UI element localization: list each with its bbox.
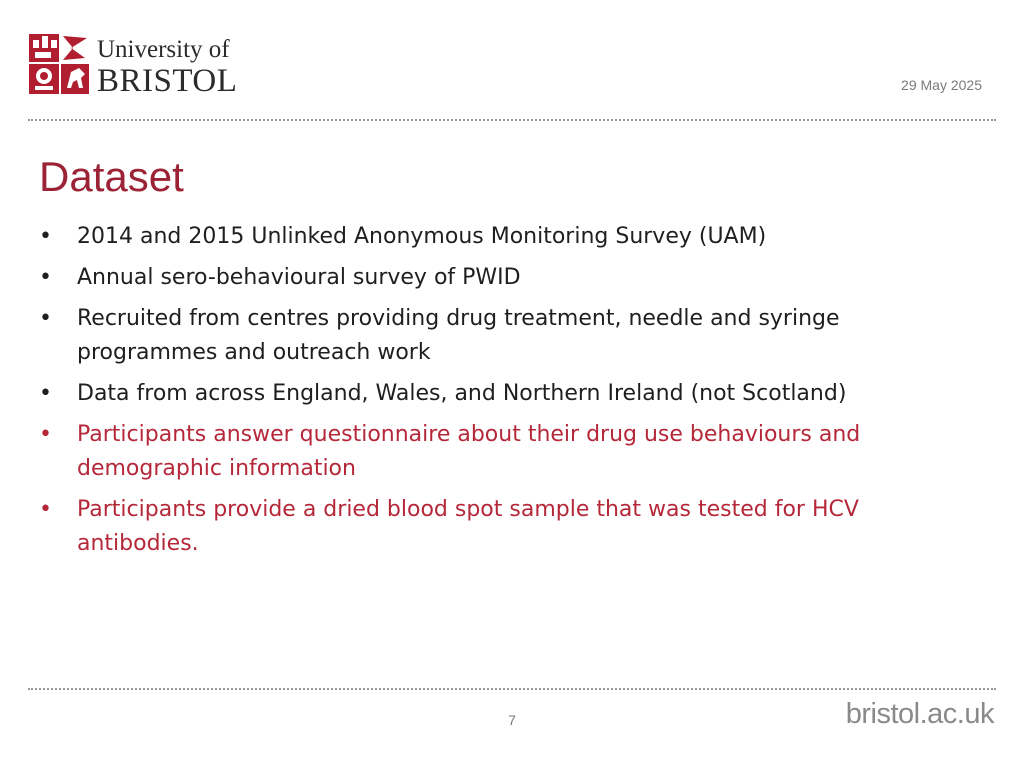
slide-title: Dataset bbox=[39, 153, 184, 200]
bullet-list bbox=[39, 220, 939, 568]
bullet-item bbox=[39, 302, 939, 370]
bullet-marker: • bbox=[39, 306, 52, 331]
bullet-item-highlight bbox=[39, 418, 939, 486]
bullet-marker: • bbox=[39, 381, 52, 406]
header-divider bbox=[28, 119, 996, 121]
page-number: 7 bbox=[508, 712, 516, 728]
bullet-item bbox=[39, 377, 939, 411]
site-url: bristol.ac.uk bbox=[845, 698, 994, 730]
bullet-text: Participants answer questionnaire about their drug use behaviours and demographic information bbox=[77, 422, 861, 481]
bullet-text: Data from across England, Wales, and Northern Ireland (not Scotland) bbox=[77, 381, 847, 406]
bullet-item-highlight bbox=[39, 493, 939, 561]
bullet-text: Participants provide a dried blood spot sample that was tested for HCV antibodies. bbox=[77, 497, 859, 556]
footer-divider bbox=[28, 688, 996, 690]
bullet-marker: • bbox=[39, 224, 52, 249]
bullet-text: Annual sero-behavioural survey of PWID bbox=[77, 265, 521, 290]
bristol-crest-icon bbox=[27, 30, 91, 96]
bullet-item bbox=[39, 220, 939, 254]
logo-wordmark bbox=[97, 36, 237, 98]
slide-date: 29 May 2025 bbox=[901, 77, 982, 93]
bullet-marker: • bbox=[39, 497, 52, 522]
bullet-item bbox=[39, 261, 939, 295]
logo-line-university: University of bbox=[97, 36, 230, 63]
bullet-marker: • bbox=[39, 265, 52, 290]
bullet-text: Recruited from centres providing drug treatment, needle and syringe programmes and outreach work bbox=[77, 306, 840, 365]
bullet-marker: • bbox=[39, 422, 52, 447]
logo-line-bristol: BRISTOL bbox=[97, 63, 238, 99]
university-logo bbox=[27, 30, 247, 98]
bullet-text: 2014 and 2015 Unlinked Anonymous Monitoring Survey (UAM) bbox=[77, 224, 767, 249]
